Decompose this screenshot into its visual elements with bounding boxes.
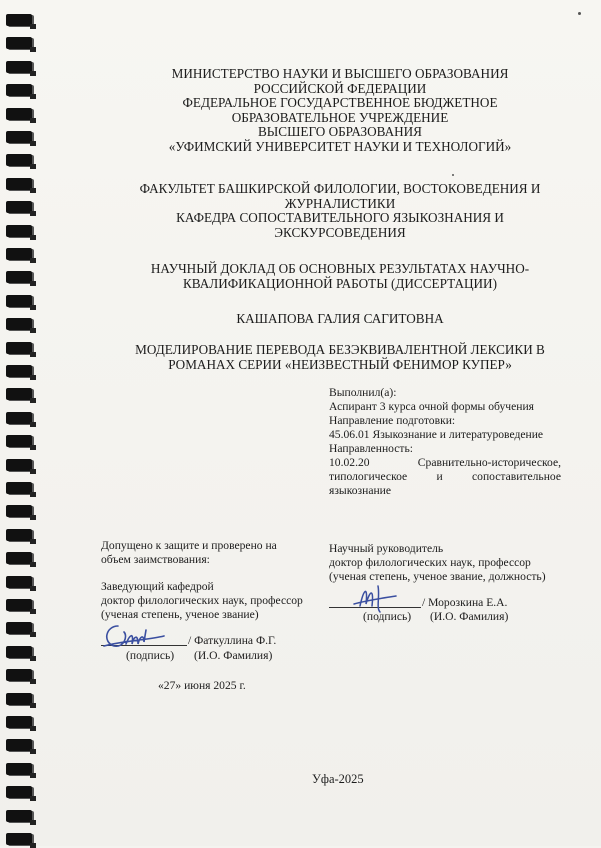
binding-notch bbox=[30, 515, 36, 520]
binding-hole bbox=[6, 412, 32, 424]
supervisor-degree: доктор филологических наук, профессор bbox=[329, 556, 531, 569]
report-type-line: НАУЧНЫЙ ДОКЛАД ОБ ОСНОВНЫХ РЕЗУЛЬТАТАХ НАУЧНО- bbox=[150, 261, 530, 276]
binding-notch bbox=[30, 375, 36, 380]
binding-hole bbox=[6, 84, 32, 96]
binding-notch bbox=[30, 352, 36, 357]
ministry-line: МИНИСТЕРСТВО НАУКИ И ВЫСШЕГО ОБРАЗОВАНИЯ bbox=[171, 66, 509, 81]
binding-notch bbox=[30, 562, 36, 567]
title-line: РОМАНАХ СЕРИИ «НЕИЗВЕСТНЫЙ ФЕНИМОР КУПЕР» bbox=[168, 356, 512, 372]
head-degree-hint: (ученая степень, ученое звание) bbox=[101, 608, 259, 621]
spiral-binding bbox=[0, 0, 42, 846]
head-signature-image bbox=[98, 618, 168, 652]
ministry-line: РОССИЙСКОЙ ФЕДЕРАЦИИ bbox=[253, 80, 427, 96]
head-degree: доктор филологических наук, профессор bbox=[101, 594, 303, 607]
binding-notch bbox=[30, 492, 36, 497]
binding-hole bbox=[6, 61, 32, 73]
binding-notch bbox=[30, 258, 36, 263]
binding-notch bbox=[30, 726, 36, 731]
ministry-block bbox=[60, 67, 601, 155]
binding-hole bbox=[6, 365, 32, 377]
binding-notch bbox=[30, 469, 36, 474]
binding-notch bbox=[30, 679, 36, 684]
binding-hole bbox=[6, 576, 32, 588]
binding-hole bbox=[6, 154, 32, 166]
binding-hole bbox=[6, 599, 32, 611]
binding-notch bbox=[30, 141, 36, 146]
university-name: «УФИМСКИЙ УНИВЕРСИТЕТ НАУКИ И ТЕХНОЛОГИЙ» bbox=[168, 138, 512, 154]
binding-hole bbox=[6, 388, 32, 400]
binding-notch bbox=[30, 328, 36, 333]
performer-status: Аспирант 3 курса очной формы обучения bbox=[329, 400, 534, 413]
city-year: Уфа-2025 bbox=[312, 772, 364, 786]
binding-notch bbox=[30, 539, 36, 544]
binding-hole bbox=[6, 763, 32, 775]
binding-hole bbox=[6, 646, 32, 658]
binding-hole bbox=[6, 108, 32, 120]
binding-notch bbox=[30, 118, 36, 123]
binding-notch bbox=[30, 94, 36, 99]
direction-value: 45.06.01 Языкознание и литературоведение bbox=[329, 428, 544, 441]
binding-hole bbox=[6, 482, 32, 494]
author-name: КАШАПОВА ГАЛИЯ САГИТОВНА bbox=[236, 311, 444, 326]
supervisor-role: Научный руководитель bbox=[329, 542, 444, 555]
supervisor-degree-hint: (ученая степень, ученое звание, должность) bbox=[329, 570, 546, 583]
direction-label: Направление подготовки: bbox=[329, 414, 456, 427]
head-name: / Фаткуллина Ф.Г. bbox=[188, 634, 277, 647]
title-line: МОДЕЛИРОВАНИЕ ПЕРЕВОДА БЕЗЭКВИВАЛЕНТНОЙ ЛЕКСИКИ В bbox=[135, 342, 545, 357]
scan-speck bbox=[578, 12, 581, 15]
binding-hole bbox=[6, 318, 32, 330]
signature-hint: (подпись) bbox=[363, 610, 412, 623]
focus-value: 10.02.20 Сравнительно-историческое, типологическое и сопоставительное языкознание bbox=[329, 456, 561, 497]
binding-notch bbox=[30, 703, 36, 708]
admission-date: «27» июня 2025 г. bbox=[158, 679, 246, 692]
binding-notch bbox=[30, 305, 36, 310]
admission-line: Допущено к защите и проверено на bbox=[101, 539, 277, 552]
department-line: КАФЕДРА СОПОСТАВИТЕЛЬНОГО ЯЗЫКОЗНАНИЯ И bbox=[176, 210, 504, 226]
binding-hole bbox=[6, 552, 32, 564]
binding-notch bbox=[30, 164, 36, 169]
binding-hole bbox=[6, 529, 32, 541]
binding-notch bbox=[30, 445, 36, 450]
binding-hole bbox=[6, 131, 32, 143]
binding-hole bbox=[6, 505, 32, 517]
ministry-line: ОБРАЗОВАТЕЛЬНОЕ УЧРЕЖДЕНИЕ bbox=[231, 109, 449, 125]
ministry-line: ФЕДЕРАЛЬНОЕ ГОСУДАРСТВЕННОЕ БЮДЖЕТНОЕ bbox=[182, 95, 498, 111]
faculty-block bbox=[60, 182, 601, 240]
binding-hole bbox=[6, 14, 32, 26]
binding-notch bbox=[30, 586, 36, 591]
binding-hole bbox=[6, 342, 32, 354]
binding-hole bbox=[6, 271, 32, 283]
binding-hole bbox=[6, 459, 32, 471]
binding-notch bbox=[30, 632, 36, 637]
binding-hole bbox=[6, 786, 32, 798]
binding-notch bbox=[30, 749, 36, 754]
signature-hint: (подпись) bbox=[126, 649, 175, 662]
binding-notch bbox=[30, 422, 36, 427]
binding-hole bbox=[6, 739, 32, 751]
binding-hole bbox=[6, 248, 32, 260]
binding-hole bbox=[6, 37, 32, 49]
binding-hole bbox=[6, 295, 32, 307]
binding-hole bbox=[6, 833, 32, 845]
binding-hole bbox=[6, 435, 32, 447]
binding-hole bbox=[6, 178, 32, 190]
binding-notch bbox=[30, 773, 36, 778]
binding-notch bbox=[30, 188, 36, 193]
binding-notch bbox=[30, 24, 36, 29]
binding-notch bbox=[30, 281, 36, 286]
binding-notch bbox=[30, 656, 36, 661]
binding-hole bbox=[6, 201, 32, 213]
binding-hole bbox=[6, 810, 32, 822]
faculty-line: ЖУРНАЛИСТИКИ bbox=[284, 195, 396, 211]
faculty-line: ФАКУЛЬТЕТ БАШКИРСКОЙ ФИЛОЛОГИИ, ВОСТОКОВЕДЕНИЯ И bbox=[139, 181, 541, 196]
head-role: Заведующий кафедрой bbox=[101, 580, 214, 593]
binding-notch bbox=[30, 71, 36, 76]
binding-notch bbox=[30, 796, 36, 801]
name-hint: (И.О. Фамилия) bbox=[430, 610, 509, 623]
scan-speck bbox=[452, 174, 454, 176]
binding-notch bbox=[30, 47, 36, 52]
binding-notch bbox=[30, 820, 36, 825]
report-type bbox=[60, 262, 601, 291]
supervisor-name: / Морозкина Е.А. bbox=[422, 596, 508, 609]
name-hint: (И.О. Фамилия) bbox=[194, 649, 273, 662]
binding-hole bbox=[6, 622, 32, 634]
report-type-line: КВАЛИФИКАЦИОННОЙ РАБОТЫ (ДИССЕРТАЦИИ) bbox=[183, 275, 497, 291]
department-line: ЭКСКУРСОВЕДЕНИЯ bbox=[274, 224, 406, 240]
focus-label: Направленность: bbox=[329, 442, 413, 455]
performed-label: Выполнил(а): bbox=[329, 386, 397, 399]
binding-notch bbox=[30, 609, 36, 614]
binding-hole bbox=[6, 693, 32, 705]
binding-notch bbox=[30, 398, 36, 403]
ministry-line: ВЫСШЕГО ОБРАЗОВАНИЯ bbox=[258, 124, 422, 140]
binding-notch bbox=[30, 235, 36, 240]
admission-line: объем заимствования: bbox=[101, 553, 210, 566]
binding-hole bbox=[6, 669, 32, 681]
binding-notch bbox=[30, 211, 36, 216]
binding-hole bbox=[6, 716, 32, 728]
binding-hole bbox=[6, 225, 32, 237]
dissertation-title bbox=[60, 343, 601, 372]
